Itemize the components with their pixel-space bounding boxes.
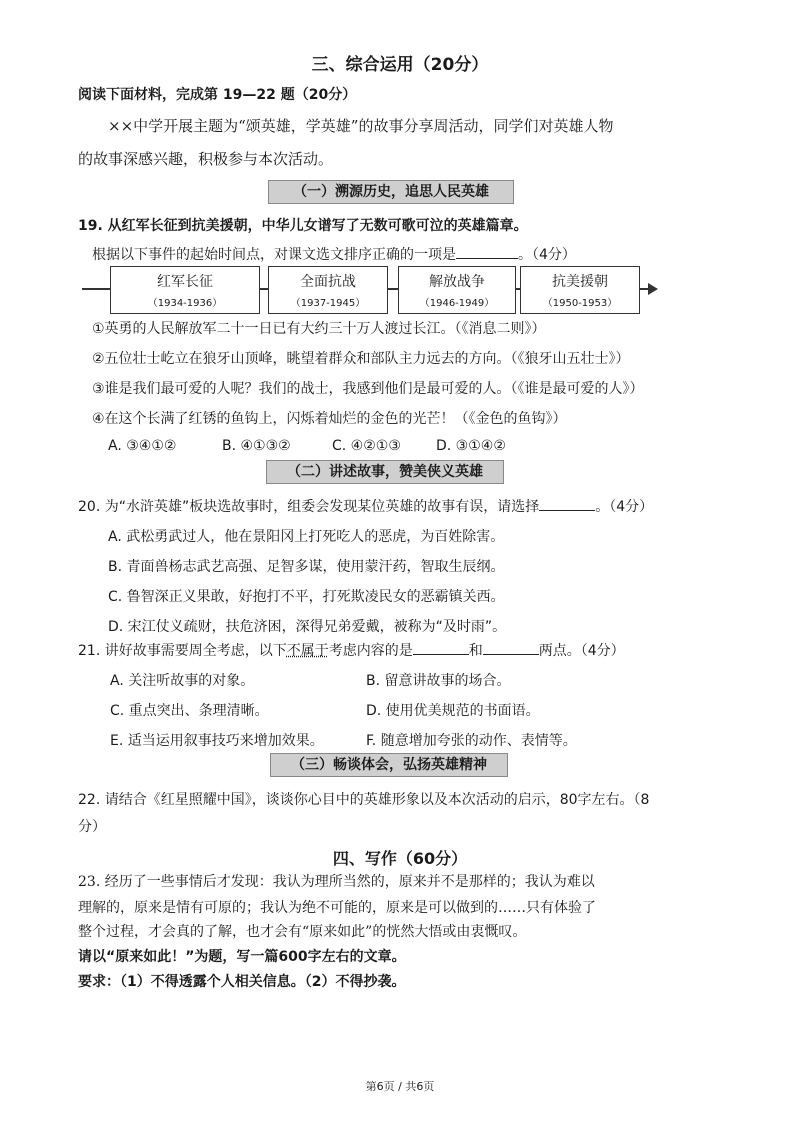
timeline-event: [520, 266, 640, 314]
passage-item: ③谁是我们最可爱的人呢？我们的战士，我感到他们是最可爱的人。（《谁是最可爱的人》）: [92, 381, 644, 397]
answer-option-e[interactable]: E. 适当运用叙事技巧来增加效果。: [110, 733, 324, 749]
answer-option-c[interactable]: C. 重点突出、条理清晰。: [110, 703, 269, 719]
timeline-event-dates: （1934-1936）: [147, 298, 223, 309]
question-stem: 19. 从红军长征到抗美援朝，中华儿女谱写了无数可歌可泣的英雄篇章。: [78, 218, 528, 234]
passage-item: ②五位壮士屹立在狼牙山顶峰，眺望着群众和部队主力远去的方向。（《狼牙山五壮士》）: [92, 351, 630, 367]
timeline-event-dates: （1937-1945）: [290, 298, 366, 309]
question-stem-text: 21. 讲好故事需要周全考虑，以下: [78, 643, 287, 659]
section-title: 四、写作（60分）: [332, 849, 468, 868]
answer-option-b[interactable]: B. 留意讲故事的场合。: [366, 673, 511, 689]
answer-option-b[interactable]: B. ④①③②: [222, 438, 291, 454]
subsection-banner: （三）畅谈体会，弘扬英雄精神: [270, 753, 508, 777]
answer-blank[interactable]: [456, 246, 518, 259]
timeline-event-name: 抗美援朝: [552, 274, 608, 290]
timeline-event-dates: （1946-1949）: [419, 298, 495, 309]
question-ask-text: 根据以下事件的起始时间点，对课文选文排序正确的一项是: [92, 247, 456, 263]
writing-requirements: 要求：（1）不得透露个人相关信息。（2）不得抄袭。: [78, 974, 406, 990]
section-intro: 阅读下面材料，完成第 19—22 题（20分）: [78, 87, 357, 103]
timeline-event: [110, 266, 260, 314]
question-stem-text: 和: [468, 643, 483, 659]
material-line: 的故事深感兴趣，积极参与本次活动。: [78, 150, 334, 168]
passage-item: ④在这个长满了红锈的鱼钩上，闪烁着灿烂的金色的光芒！（《金色的鱼钩》）: [92, 411, 567, 427]
answer-blank[interactable]: [413, 642, 469, 655]
answer-option-d[interactable]: D. ③①④②: [436, 438, 506, 454]
answer-option-c[interactable]: C. ④②①③: [332, 438, 401, 454]
question-stem-suffix: 两点。（4分）: [538, 643, 625, 659]
material-line: ××中学开展主题为“颂英雄，学英雄”的故事分享周活动，同学们对英雄人物: [108, 117, 614, 135]
question-stem-text: 20. 为“水浒英雄”板块选故事时，组委会发现某位英雄的故事有误，请选择: [78, 499, 540, 515]
answer-option-a[interactable]: A. 武松勇武过人，他在景阳冈上打死吃人的恶虎，为百姓除害。: [108, 529, 505, 545]
question-stem: 分）: [78, 819, 106, 835]
answer-option-d[interactable]: D. 宋江仗义疏财，扶危济困，深得兄弟爱戴，被称为“及时雨”。: [108, 619, 507, 635]
writing-prompt-line: 理解的，原来是情有可原的；我认为绝不可能的，原来是可以做到的……只有体验了: [78, 900, 596, 916]
question-stem: [78, 640, 625, 660]
question-ask: [92, 244, 576, 264]
section-title: 三、综合运用（20分）: [311, 55, 489, 75]
timeline-event-name: 全面抗战: [300, 274, 356, 290]
answer-option-d[interactable]: D. 使用优美规范的书面语。: [366, 703, 540, 719]
answer-option-a[interactable]: A. 关注听故事的对象。: [110, 673, 255, 689]
timeline-arrow-icon: [648, 283, 658, 295]
answer-option-f[interactable]: F. 随意增加夸张的动作、表情等。: [366, 733, 577, 749]
timeline-event: [398, 266, 516, 314]
question-stem-text: 考虑内容的是: [328, 643, 413, 659]
page-number: 第6页 / 共6页: [365, 1080, 435, 1093]
writing-prompt-line: 23. 经历了一些事情后才发现：我认为理所当然的，原来并不是那样的；我认为难以: [78, 874, 595, 890]
answer-option-c[interactable]: C. 鲁智深正义果敢，好抱打不平，打死欺凌民女的恶霸镇关西。: [108, 589, 505, 605]
timeline-event: [268, 266, 388, 314]
question-stem: 22. 请结合《红星照耀中国》，谈谈你心目中的英雄形象以及本次活动的启示，80字左右。（8: [78, 792, 650, 808]
question-emphasis: 不属于: [286, 643, 329, 659]
timeline-event-name: 红军长征: [157, 274, 213, 290]
passage-item: ①英勇的人民解放军二十一日已有大约三十万人渡过长江。（《消息二则》）: [92, 321, 546, 337]
subsection-banner: （二）讲述故事，赞美侠义英雄: [266, 460, 504, 484]
question-stem: [78, 496, 653, 516]
answer-blank[interactable]: [483, 642, 539, 655]
question-stem-suffix: 。（4分）: [595, 499, 654, 515]
subsection-banner: （一）溯源历史，追思人民英雄: [268, 180, 514, 204]
answer-option-a[interactable]: A. ③④①②: [108, 438, 177, 454]
timeline-event-name: 解放战争: [429, 274, 485, 290]
question-ask-suffix: 。（4分）: [518, 247, 576, 263]
writing-title-instruction: 请以“原来如此！”为题，写一篇600字左右的文章。: [78, 949, 406, 965]
timeline-event-dates: （1950-1953）: [542, 298, 618, 309]
answer-option-b[interactable]: B. 青面兽杨志武艺高强、足智多谋，使用蒙汗药，智取生辰纲。: [108, 559, 505, 575]
writing-prompt-line: 整个过程，才会真的了解，也才会有“原来如此”的恍然大悟或由衷慨叹。: [78, 924, 527, 940]
answer-blank[interactable]: [539, 498, 595, 511]
